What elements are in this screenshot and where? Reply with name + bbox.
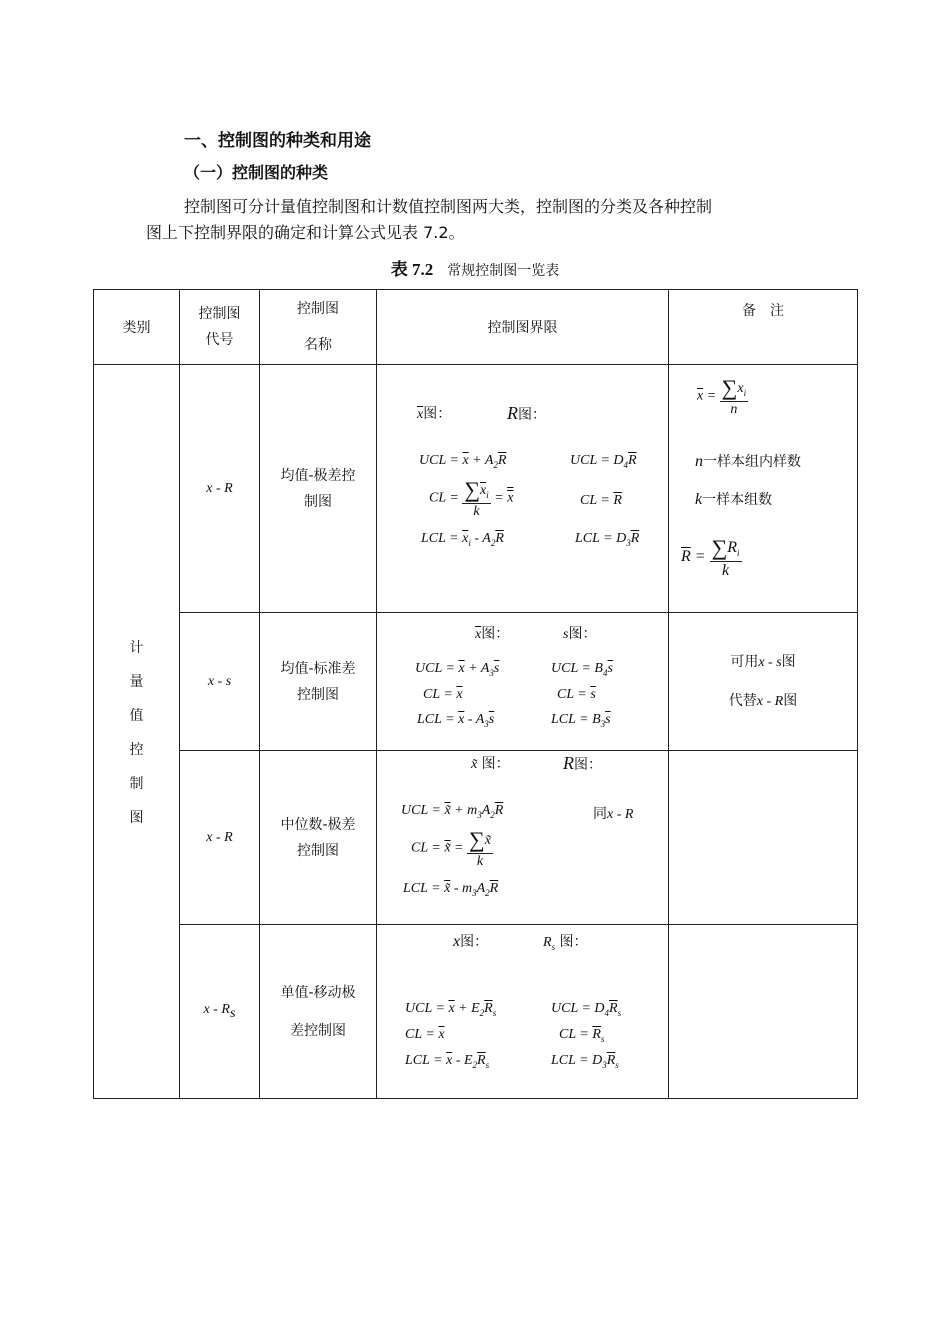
table-caption-number: 表 7.2 <box>390 260 434 279</box>
chart-name-line-2: 制图 <box>304 493 332 510</box>
remark-line-1-post: 图 <box>781 653 796 670</box>
chart-name <box>260 751 377 925</box>
subsection-title: （一）控制图的种类 <box>184 163 329 182</box>
header-code-line-2: 代号 <box>205 332 234 348</box>
remarks-cell <box>669 613 858 751</box>
table-row <box>94 751 858 925</box>
remark-line-1-pre: 可用 <box>730 653 759 670</box>
chart-name-line-2: 差控制图 <box>290 1022 346 1039</box>
remark-n-desc: 一样本组内样数 <box>703 454 801 470</box>
remark-line-2-post: 图 <box>783 692 798 709</box>
remarks-cell <box>669 925 858 1099</box>
table-header-row <box>94 290 858 365</box>
chart-code-text: x - R <box>203 1002 230 1018</box>
remark-line-2-mid: x - R <box>756 693 784 709</box>
table-row <box>94 613 858 751</box>
category-char: 图 <box>129 809 144 826</box>
paragraph-line-2: 图上下控制界限的确定和计算公式见表 7.2。 <box>146 223 465 242</box>
chart-code <box>180 751 260 925</box>
control-chart-table <box>93 289 858 1099</box>
chart-name <box>260 925 377 1099</box>
category-char: 量 <box>129 673 144 690</box>
chart-name-line-2: 控制图 <box>297 842 339 859</box>
chart-code-text: x - s <box>207 674 232 689</box>
control-limits-formulas: $\overline{x}$图： s图： UCL = $\overline{x} + A_3\overline{s}$ UCL = $B_4\overline{s}$ CL = $\overline{x}$ CL = $\overline{s}$ LCL = $\overline{x} - A_3\overline{s}$ LCL = $B_3\overline{s}$ <box>377 613 669 751</box>
control-limits-formulas: x̃ 图： R图： UCL = x̃ + $m_3A_2\overline{R}$ 同x - R CL = x̃ = $\frac{\sum x̃}{k}$ LCL = x̃ - $m_3A_2\overline{R}$ <box>377 751 669 925</box>
category-char: 值 <box>129 707 144 724</box>
table-row <box>94 365 858 613</box>
chart-name <box>260 613 377 751</box>
category-char: 制 <box>129 775 144 792</box>
header-name-line-1: 控制图 <box>297 301 339 317</box>
category-char: 控 <box>129 741 144 758</box>
remarks-cell: $\overline{x}$ = $\frac{\sum x_i}{n}$ n一样本组内样数 k一样本组数 $\overline{R}$ = $\frac{\sum R_i}{k}$ <box>669 365 858 613</box>
right-chart-label: 图： <box>568 626 597 642</box>
same-as-formula: x - R <box>607 807 634 822</box>
header-code <box>180 290 260 365</box>
table-caption-text: 常规控制图一览表 <box>447 263 560 279</box>
remark-k-desc: 一样本组数 <box>702 492 773 508</box>
header-category: 类别 <box>94 290 180 365</box>
table-caption <box>0 255 950 280</box>
remark-line-2-pre: 代替 <box>728 692 757 709</box>
section-title: 一、控制图的种类和用途 <box>184 131 371 151</box>
chart-name-line-1: 均值-标准差 <box>280 660 356 677</box>
intro-paragraph <box>146 194 816 246</box>
header-name <box>260 290 377 365</box>
left-chart-label: 图： <box>481 626 510 642</box>
chart-code: x - $R_s$ <box>180 925 260 1099</box>
control-limits-formulas: $\overline{x}$图： R图： UCL = $\overline{x} + A_2\overline{R}$ UCL = $D_4\overline{R}$ CL = $\frac{\sum\overline{x}_i}{k}$ = x CL = $\overline{R}$ LCL = $\overline{x}_i - A_2\overline{R}$ LCL = $D_3\overline{R}$ <box>377 365 669 613</box>
same-as-pre: 同 <box>593 806 607 822</box>
chart-name-line-2: 控制图 <box>297 686 339 703</box>
left-chart-label: 图： <box>481 756 510 772</box>
category-char: 计 <box>129 639 144 656</box>
right-chart-label: 图： <box>559 934 588 950</box>
header-code-line-1: 控制图 <box>198 306 241 322</box>
right-chart-label: 图： <box>574 757 602 773</box>
remarks-cell <box>669 751 858 925</box>
left-chart-label: 图： <box>423 406 452 422</box>
table-row <box>94 925 858 1099</box>
category-cell <box>94 365 180 1099</box>
right-chart-label: 图： <box>518 407 546 423</box>
control-limits-formulas: x图： $R_s$ 图： UCL = $\overline{x} + E_2\overline{R}_s$ UCL = $D_4\overline{R}_s$ CL = $\overline{x}$ CL = $\overline{R}_s$ LCL = $\overline{x} - E_2\overline{R}_s$ LCL = $D_3\overline{R}_s$ <box>377 925 669 1099</box>
chart-code-text: x - R <box>206 830 233 845</box>
chart-name-line-1: 单值-移动极 <box>280 984 356 1001</box>
paragraph-line-1: 控制图可分计量值控制图和计数值控制图两大类，控制图的分类及各种控制 <box>184 197 713 216</box>
chart-name-line-1: 均值-极差控 <box>280 467 356 484</box>
chart-code <box>180 365 260 613</box>
header-limits: 控制图界限 <box>377 290 669 365</box>
header-remarks: 备 注 <box>669 290 858 365</box>
chart-name-line-1: 中位数-极差 <box>280 816 356 833</box>
header-name-line-2: 名称 <box>304 337 332 353</box>
chart-name <box>260 365 377 613</box>
chart-code <box>180 613 260 751</box>
chart-code-text: x - R <box>206 481 233 496</box>
left-chart-label: 图： <box>460 934 489 950</box>
remark-line-1-mid: x - s <box>758 654 782 670</box>
